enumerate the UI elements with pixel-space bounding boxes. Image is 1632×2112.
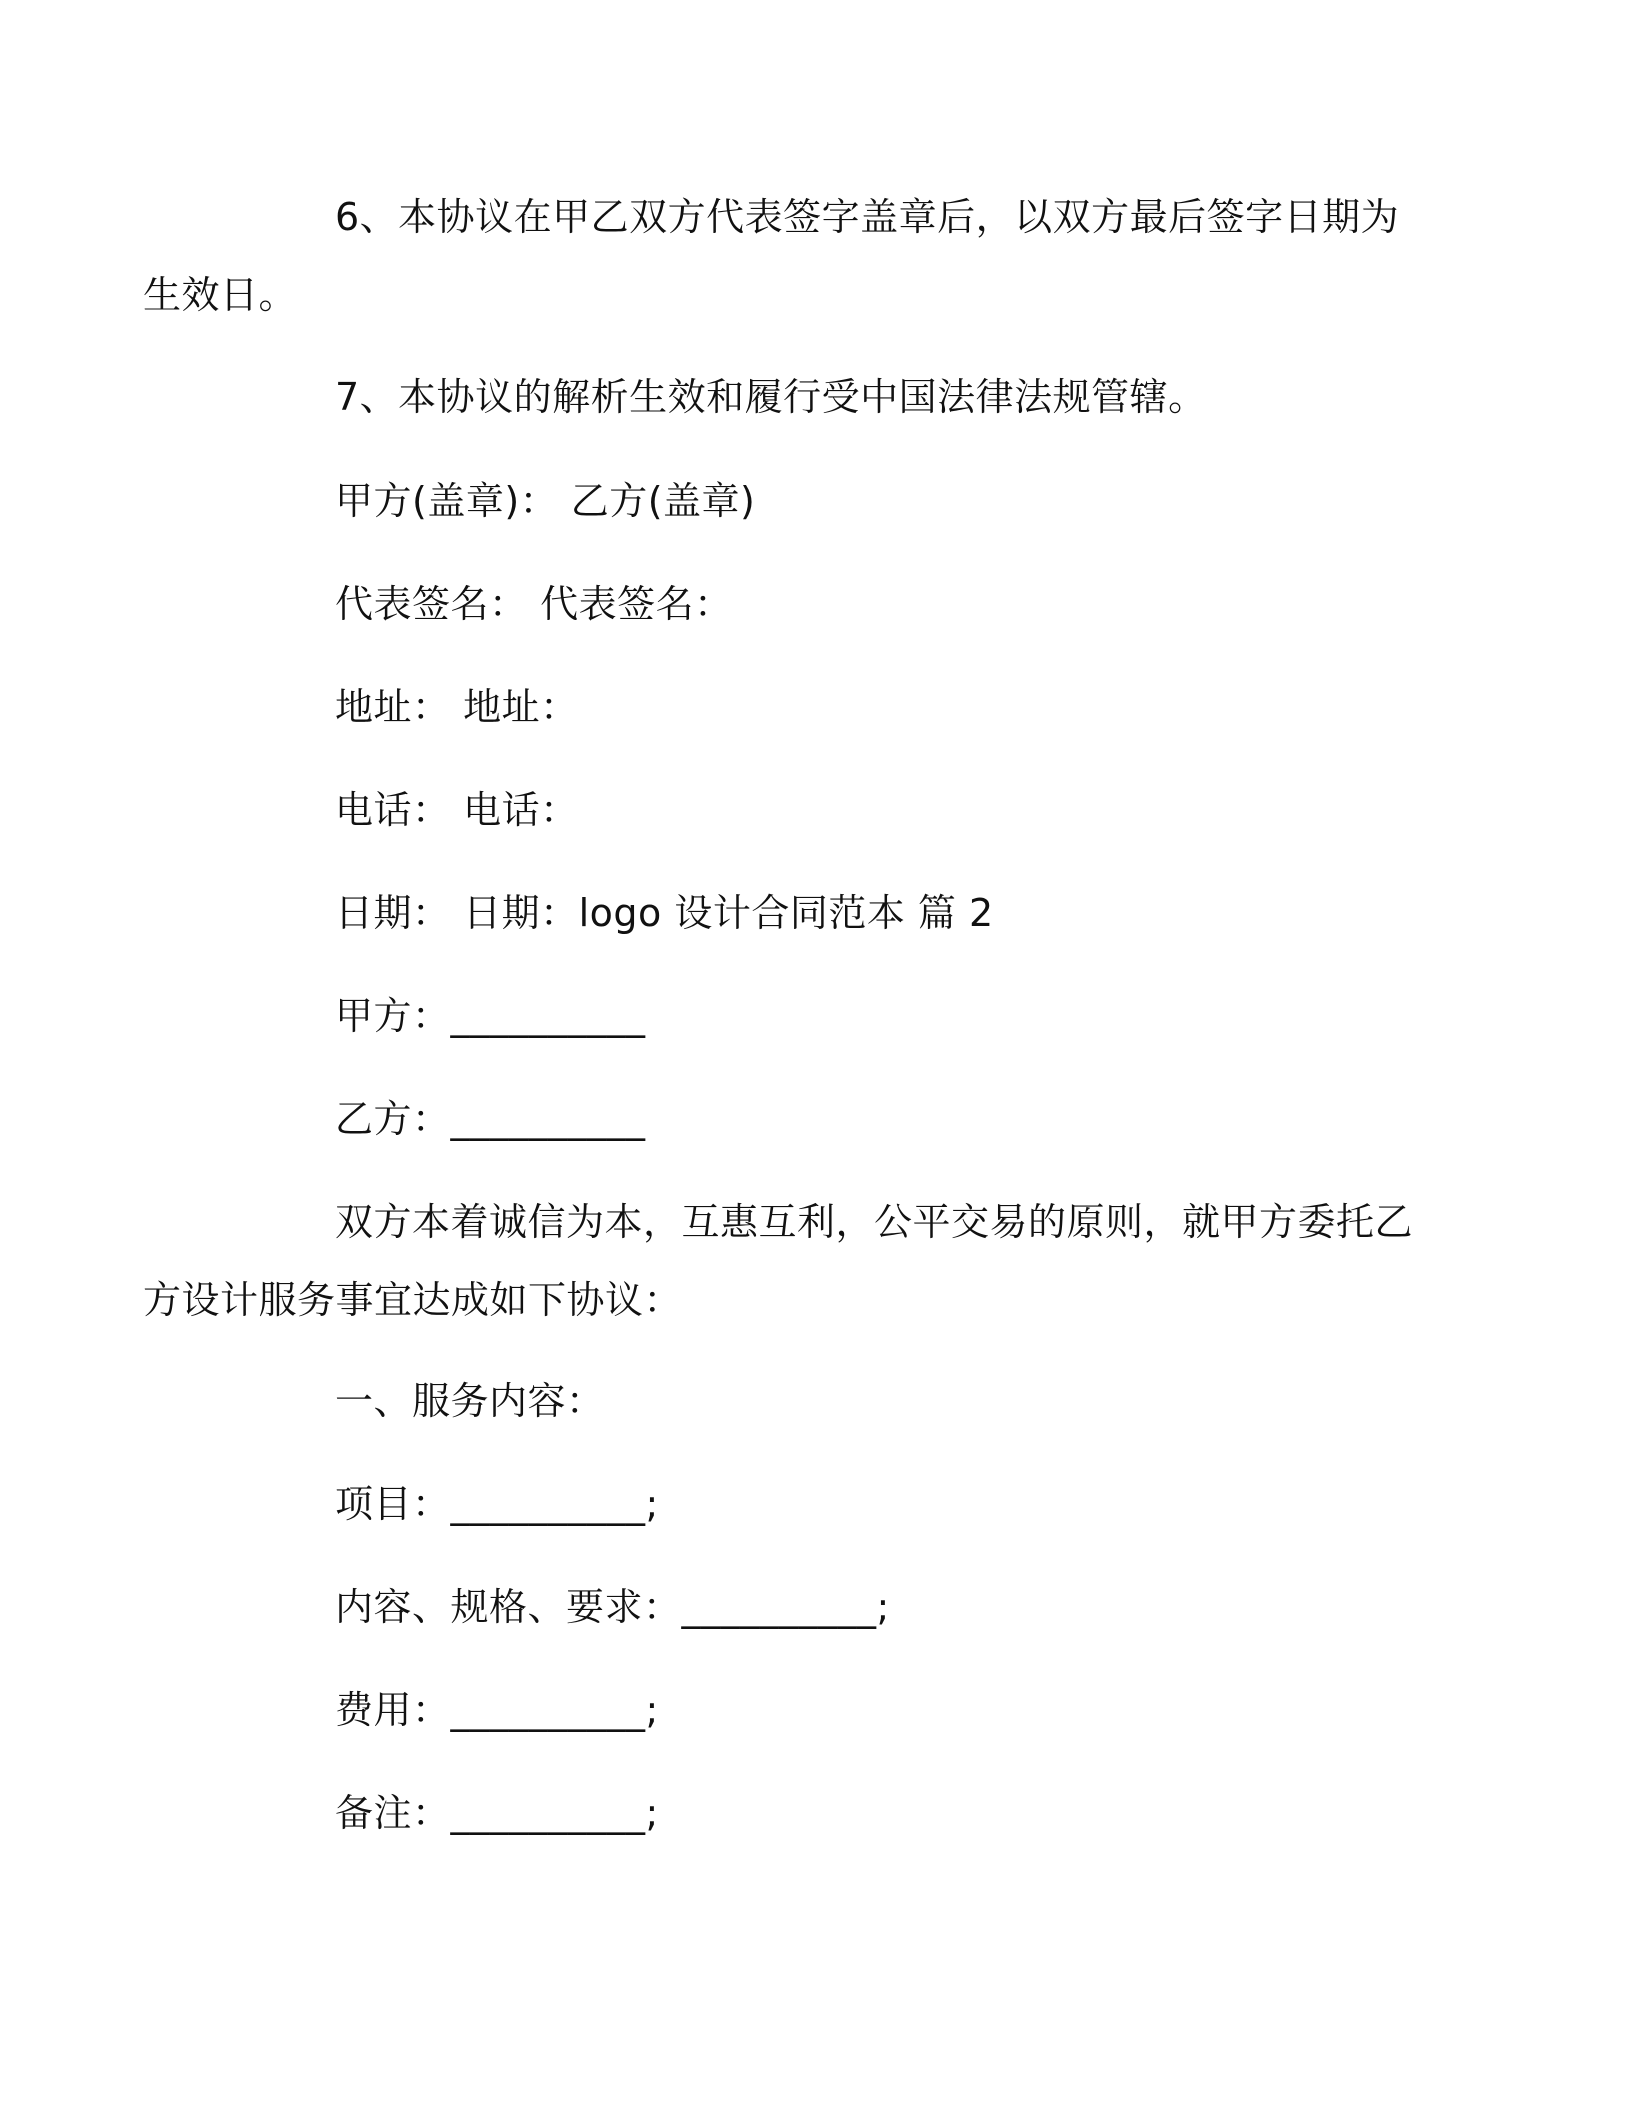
paragraph-date <box>239 874 1389 952</box>
clause-6-line-2: 生效日。 <box>143 273 298 317</box>
seal-line: 甲方(盖章)： 乙方(盖章) <box>335 479 756 523</box>
paragraph-fee <box>239 1671 1389 1749</box>
date-line: 日期： 日期：logo 设计合同范本 篇 2 <box>335 891 994 935</box>
paragraph-spec <box>239 1568 1389 1646</box>
paragraph-item <box>239 1465 1389 1543</box>
intro-line-2: 方设计服务事宜达成如下协议： <box>143 1278 683 1322</box>
party-b-line: 乙方：__________ <box>335 1097 646 1141</box>
section-heading-service <box>239 1362 1389 1440</box>
remarks-line: 备注：__________; <box>335 1791 659 1835</box>
service-heading: 一、服务内容： <box>335 1379 605 1423</box>
paragraph-address <box>239 668 1389 746</box>
item-line: 项目：__________; <box>335 1482 659 1526</box>
paragraph-phone <box>239 771 1389 849</box>
spec-line: 内容、规格、要求：__________; <box>335 1585 890 1629</box>
paragraph-party-a <box>239 977 1389 1055</box>
party-a-line: 甲方：__________ <box>335 994 646 1038</box>
intro-line-1: 双方本着诚信为本，互惠互利，公平交易的原则，就甲方委托乙 <box>335 1200 1414 1244</box>
paragraph-signature <box>239 565 1389 643</box>
phone-line: 电话： 电话： <box>335 788 579 832</box>
paragraph-clause-7 <box>239 358 1389 436</box>
paragraph-party-b <box>239 1080 1389 1158</box>
paragraph-agreement-intro <box>143 1183 1414 1339</box>
paragraph-seal <box>239 462 1389 540</box>
clause-6-line-1: 6、本协议在甲乙双方代表签字盖章后，以双方最后签字日期为 <box>335 195 1400 239</box>
paragraph-remarks <box>239 1774 1389 1852</box>
address-line: 地址： 地址： <box>335 685 579 729</box>
paragraph-clause-6 <box>143 178 1400 334</box>
fee-line: 费用：__________; <box>335 1688 659 1732</box>
signature-line: 代表签名： 代表签名： <box>335 582 733 626</box>
clause-7-text: 7、本协议的解析生效和履行受中国法律法规管辖。 <box>335 375 1207 419</box>
